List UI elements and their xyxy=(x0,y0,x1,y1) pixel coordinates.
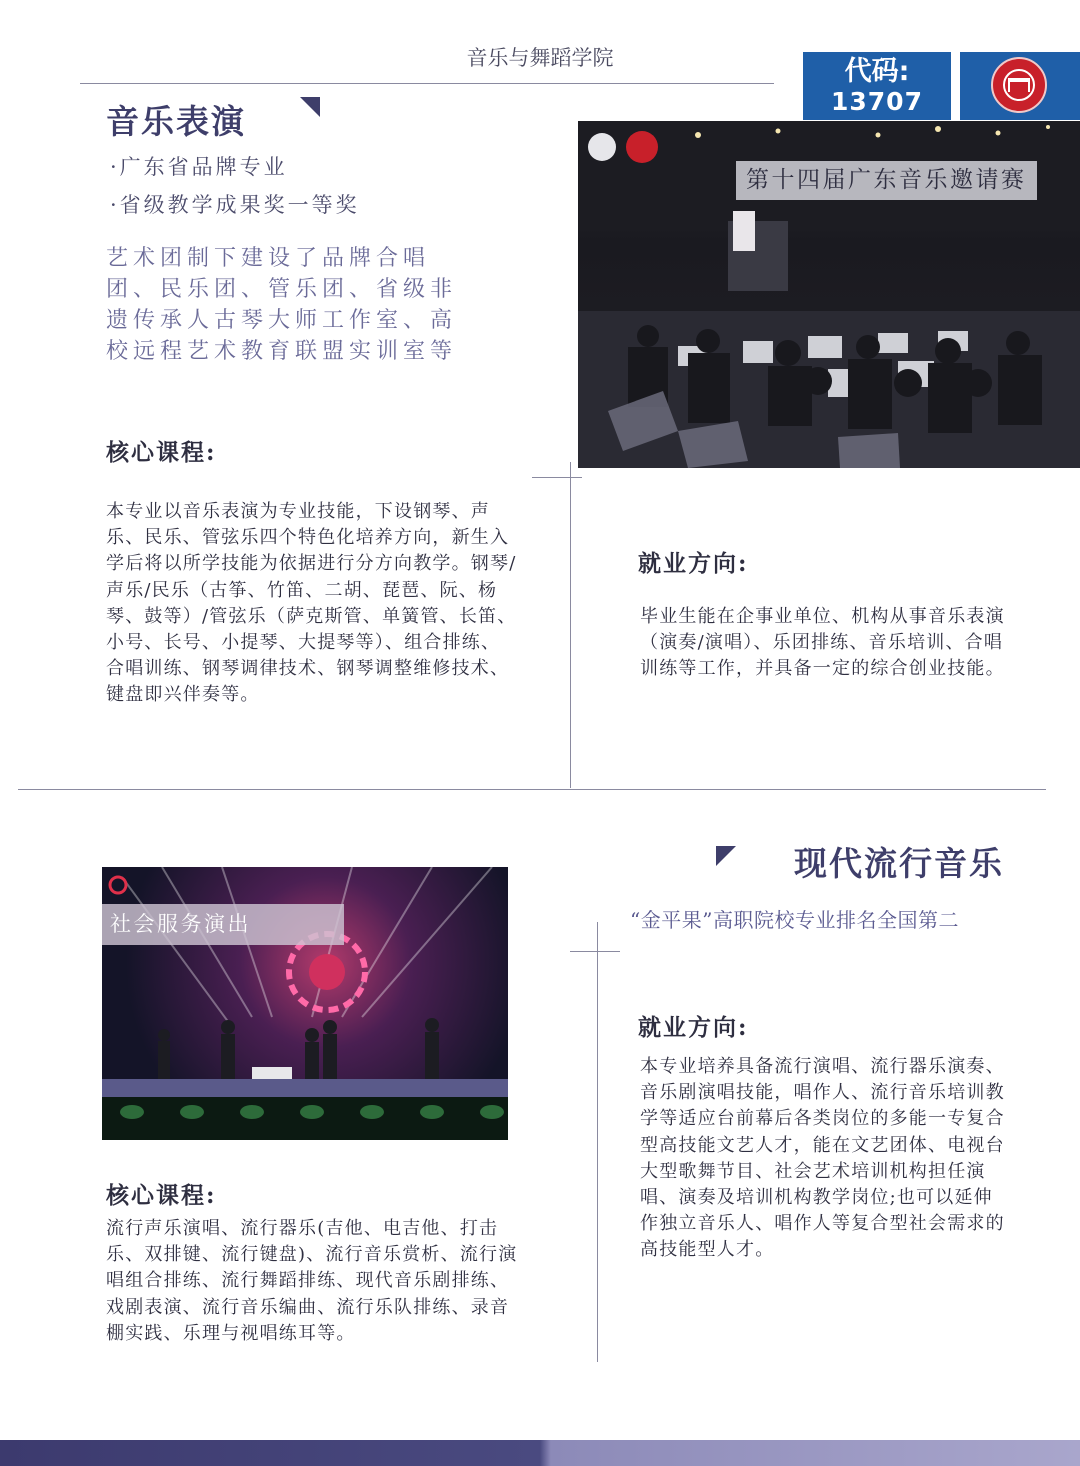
section1-core-text: 本专业以音乐表演为专业技能，下设钢琴、声乐、民乐、管弦乐四个特色化培养方向，新生入学后将以所学技能为依据进行分方向教学。钢琴/声乐/民乐（古筝、竹笛、二胡、琵琶、阮、杨琴、鼓等）/管弦乐（萨克斯管、单簧管、长笛、小号、长号、小提琴、大提琴等）、组合排练、合唱训练、钢琴调律技术、钢琴调整维修技术、键盘即兴伴奏等。 xyxy=(106,501,517,706)
section2-column-divider xyxy=(597,922,598,1362)
footer-bar xyxy=(0,1440,1080,1466)
program-code-badge xyxy=(803,52,951,120)
section1-core-heading: 核心课程: xyxy=(106,439,217,466)
cross-mark-horizontal xyxy=(532,477,582,478)
section2-ranking: “金平果”高职院校专业排名全国第二 xyxy=(630,908,959,932)
section1-column-divider xyxy=(570,462,571,788)
section1-career-text: 毕业生能在企事业单位、机构从事音乐表演（演奏/演唱）、乐团排练、音乐培训、合唱训练等工作，并具备一定的综合创业技能。 xyxy=(640,606,1005,680)
corner-triangle-icon xyxy=(300,97,320,117)
school-logo-badge xyxy=(960,52,1080,120)
section-divider xyxy=(18,789,1046,790)
section2-core-text: 流行声乐演唱、流行器乐(吉他、电吉他、打击乐、双排键、流行键盘)、流行音乐赏析、流行演唱组合排练、流行舞蹈排练、现代音乐剧排练、戏剧表演、流行音乐编曲、流行乐队排练、录音棚实践、乐理与视唱练耳等。 xyxy=(106,1218,518,1344)
cross-mark-horizontal xyxy=(570,951,620,952)
page-header-title: 音乐与舞蹈学院 xyxy=(466,46,614,70)
section2-title: 现代流行音乐 xyxy=(794,844,1004,883)
section1-bullet-1: ·广东省品牌专业 xyxy=(110,155,288,179)
photo-caption-guangdong-music: 第十四届广东音乐邀请赛 xyxy=(736,161,1037,200)
corner-triangle-icon xyxy=(716,846,736,866)
section1-bullet-2: ·省级教学成果奖一等奖 xyxy=(110,193,360,217)
program-code-value: 13707 xyxy=(831,87,923,116)
section1-intro: 艺术团制下建设了品牌合唱团、民乐团、管乐团、省级非遗传承人古琴大师工作室、高校远程艺术教育联盟实训室等 xyxy=(106,246,458,364)
school-emblem-icon xyxy=(991,57,1047,113)
header-divider xyxy=(80,83,774,84)
section1-title: 音乐表演 xyxy=(106,102,246,141)
section2-career-heading: 就业方向: xyxy=(638,1014,749,1041)
photo-caption-social-service: 社会服务演出 xyxy=(102,904,344,945)
program-code-label: 代码: xyxy=(844,56,910,87)
section2-career-text: 本专业培养具备流行演唱、流行器乐演奏、音乐剧演唱技能，唱作人、流行音乐培训教学等适应台前幕后各类岗位的多能一专复合型高技能文艺人才，能在文艺团体、电视台大型歌舞节目、社会艺术培训机构担任演唱、演奏及培训机构教学岗位;也可以延伸作独立音乐人、唱作人等复合型社会需求的高技能型人才。 xyxy=(640,1056,1005,1261)
section1-career-heading: 就业方向: xyxy=(638,550,749,577)
section2-core-heading: 核心课程: xyxy=(106,1182,217,1209)
